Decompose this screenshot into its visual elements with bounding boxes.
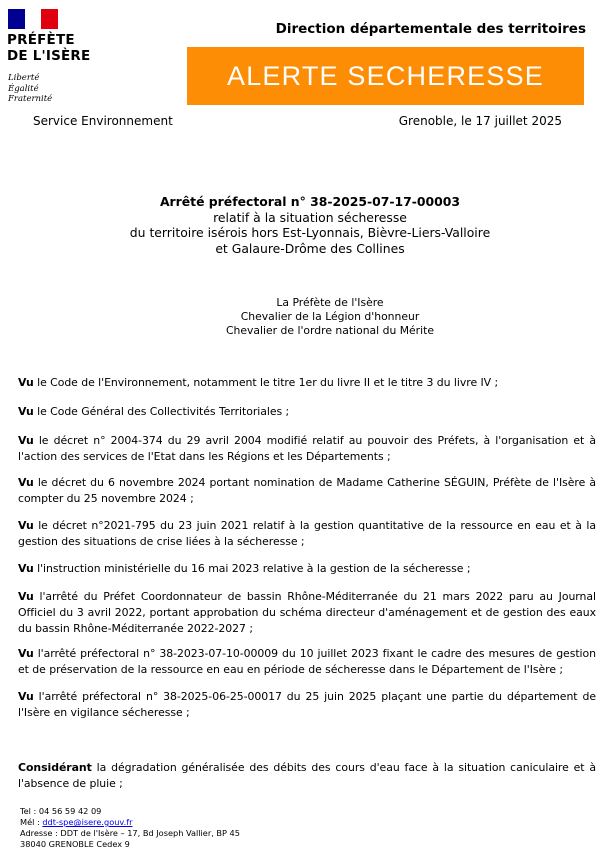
direction-title: Direction départementale des territoires — [275, 21, 586, 37]
clause-vu-6 — [18, 561, 596, 577]
clause-lead: Vu — [18, 647, 34, 660]
clause-text: l'arrêté du Préfet Coordonnateur de bassin Rhône-Méditerranée du 21 mars 2022 paru au Journal Officiel du 3 avril 2022, portant approbation du schéma directeur d'aménagement et de gestion des eaux du bassin Rhône-Méditerranée 2022-2027 ; — [18, 590, 596, 635]
footer-address-1: Adresse : DDT de l'Isère – 17, Bd Joseph Vallier, BP 45 — [20, 828, 240, 838]
logo-line-2: DE L'ISÈRE — [7, 48, 91, 64]
document-date: Grenoble, le 17 juillet 2025 — [398, 114, 562, 128]
clause-vu-8 — [18, 646, 596, 678]
footer-email-line — [20, 817, 240, 828]
clause-lead: Vu — [18, 476, 34, 489]
clause-considerant — [18, 760, 596, 792]
authority-line-3: Chevalier de l'ordre national du Mérite — [225, 323, 434, 337]
clause-vu-9 — [18, 689, 596, 721]
clause-text: l'arrêté préfectoral n° 38-2025-06-25-00017 du 25 juin 2025 plaçant une partie du département de l'Isère en vigilance sécheresse ; — [18, 690, 596, 719]
contact-footer — [20, 806, 240, 850]
clause-text: le Code Général des Collectivités Territoriales ; — [33, 405, 290, 418]
service-name: Service Environnement — [33, 114, 173, 128]
footer-address-2: 38040 GRENOBLE Cedex 9 — [20, 839, 130, 849]
motto-fraternite: Fraternité — [8, 94, 53, 104]
clause-text: le décret du 6 novembre 2024 portant nomination de Madame Catherine SÉGUIN, Préfète de l'Isère à compter du 25 novembre 2024 ; — [18, 476, 596, 505]
authority-line-1: La Préfète de l'Isère — [276, 296, 384, 309]
clause-lead: Vu — [18, 434, 34, 447]
motto-liberte: Liberté — [8, 73, 40, 83]
clause-lead: Considérant — [18, 761, 92, 774]
footer-email-label: Mél : — [20, 817, 43, 827]
republic-motto — [8, 73, 52, 105]
decree-number: Arrêté préfectoral n° 38-2025-07-17-00003 — [159, 194, 461, 209]
logo-line-1: PRÉFÈTE — [7, 32, 75, 48]
decree-subject-line-3: et Galaure-Drôme des Collines — [215, 240, 405, 256]
motto-egalite: Égalité — [8, 83, 39, 94]
clause-text: le décret n°2021-795 du 23 juin 2021 relatif à la gestion quantitative de la ressource en eau et à la gestion des situations de crise liées à la sécheresse ; — [18, 519, 596, 548]
marianne-flag-icon — [8, 9, 58, 29]
clause-lead: Vu — [18, 690, 34, 703]
clause-lead: Vu — [18, 519, 34, 532]
clause-lead: Vu — [18, 562, 34, 575]
clause-lead: Vu — [18, 590, 34, 603]
decree-title — [40, 194, 580, 256]
issuing-authority — [40, 296, 600, 337]
clause-vu-2 — [18, 404, 596, 420]
decree-subject-line-1: relatif à la situation sécheresse — [213, 209, 407, 225]
decree-subject-line-2: du territoire isérois hors Est-Lyonnais, Bièvre-Liers-Valloire — [129, 225, 491, 241]
clause-vu-5 — [18, 518, 596, 550]
clause-lead: Vu — [18, 376, 34, 389]
prefecture-logo-text — [7, 32, 90, 64]
footer-email-link[interactable]: ddt-spe@isere.gouv.fr — [42, 817, 133, 827]
footer-phone: Tel : 04 56 59 42 09 — [20, 806, 102, 816]
clause-vu-7 — [18, 589, 596, 636]
clause-text: l'arrêté préfectoral n° 38-2023-07-10-00009 du 10 juillet 2023 fixant le cadre des mesures de gestion et de préservation de la ressource en eau en période de sécheresse dans le Département de l'Isère ; — [18, 647, 596, 676]
authority-line-2: Chevalier de la Légion d'honneur — [240, 309, 420, 323]
alert-banner — [187, 47, 584, 105]
clause-text: le Code de l'Environnement, notamment le titre 1er du livre II et le titre 3 du livre IV ; — [33, 376, 499, 389]
clause-lead: Vu — [18, 405, 34, 418]
alert-banner-text: ALERTE SECHERESSE — [226, 60, 544, 91]
clause-text: la dégradation généralisée des débits des cours d'eau face à la situation caniculaire et à l'absence de pluie ; — [18, 761, 596, 790]
clause-text: l'instruction ministérielle du 16 mai 2023 relative à la gestion de la sécheresse ; — [33, 562, 471, 575]
clause-vu-1 — [18, 375, 596, 391]
clause-text: le décret n° 2004-374 du 29 avril 2004 modifié relatif au pouvoir des Préfets, à l'organisation et à l'action des services de l'Etat dans les Régions et les Départements ; — [18, 434, 596, 463]
clause-vu-4 — [18, 475, 596, 507]
clause-vu-3 — [18, 433, 596, 465]
